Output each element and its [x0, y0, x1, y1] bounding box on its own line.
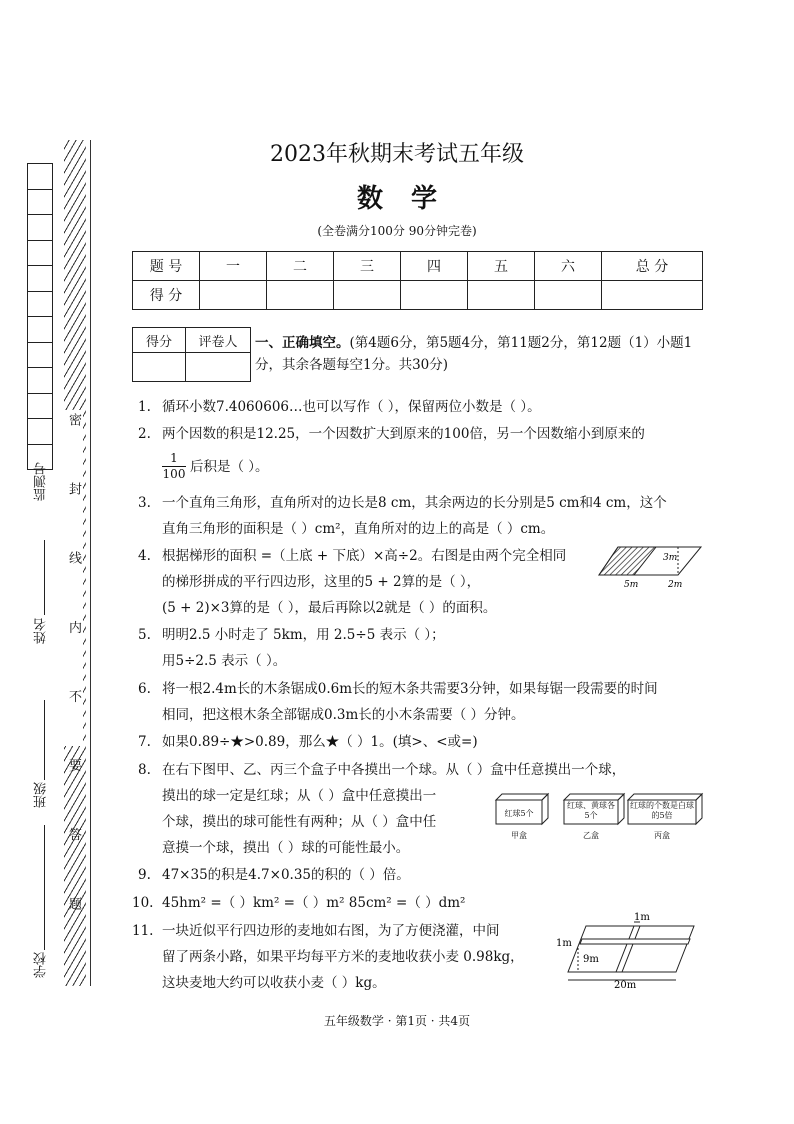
question-text: 明明2.5 小时走了 5km，用 2.5÷5 表示（ ）；: [162, 627, 445, 643]
box-c-label: 丙盒: [654, 831, 670, 840]
score-cell[interactable]: [200, 281, 267, 310]
exam-title: 2023年秋期末考试五年级: [270, 142, 524, 167]
question-number: 1.: [138, 399, 151, 415]
question-text: 个球，摸出的球可能性有两种；从（ ）盒中任: [162, 814, 437, 830]
grader-cell[interactable]: [186, 353, 251, 382]
question-text: 45hm² =（ ）km² =（ ）m² 85cm² =（ ）dm²: [162, 895, 466, 911]
section-desc: (第4题6分，第5题4分，第11题2分，第12题（1）小题1分，其余各题每空1分。共30分): [255, 335, 693, 373]
label-class: 班级: [34, 782, 49, 808]
question-text: 将一根2.4m长的木条锯成0.6m长的短木条共需要3分钟，如果每锯一段需要的时间: [162, 681, 658, 697]
score-table: [132, 251, 703, 310]
fraction-numerator: 1: [162, 451, 186, 467]
fraction: [162, 451, 186, 482]
box-a-label: 甲盒: [511, 831, 527, 840]
fraction-denominator: 100: [162, 467, 186, 481]
score-cell[interactable]: [535, 281, 602, 310]
path-width-left: 1m: [556, 938, 572, 949]
question-number: 4.: [138, 548, 151, 564]
question-number: 9.: [138, 867, 151, 883]
parallelogram-figure: [596, 543, 706, 591]
score-header: 六: [535, 252, 602, 281]
score-cell[interactable]: [334, 281, 401, 310]
grader-score-cell[interactable]: [133, 353, 186, 382]
question-text: 直角三角形的面积是（ ）cm²，直角所对的边上的高是（ ）cm。: [162, 521, 555, 537]
grader-score-label: 得分: [133, 328, 186, 353]
exam-note: (全卷满分100分 90分钟完卷): [317, 224, 477, 238]
seal-line-notice: 密 封 线 内 不 要 答 题: [64, 410, 83, 746]
field-figure: [556, 910, 701, 990]
name-line[interactable]: [44, 540, 45, 615]
question-text: 两个因数的积是12.25，一个因数扩大到原来的100倍，另一个因数缩小到原来的: [162, 426, 645, 442]
section-title: 一、正确填空。: [255, 335, 350, 351]
box-b-content: 红球、黄球各5个: [567, 801, 615, 820]
score-header: 一: [200, 252, 267, 281]
question-text: 一块近似平行四边形的麦地如右图，为了方便浇灌，中间: [162, 923, 500, 939]
page-footer: 五年级数学 · 第1页 · 共4页: [323, 1014, 471, 1028]
grader-table: [132, 327, 251, 382]
question-text: (5 + 2)×3算的是（ ），最后再除以2就是（ ）的面积。: [162, 600, 497, 616]
question-number: 2.: [138, 426, 151, 442]
field-width: 20m: [614, 980, 637, 990]
class-line[interactable]: [44, 700, 45, 780]
score-cell[interactable]: [602, 281, 703, 310]
box-a-content: 红球5个: [504, 809, 534, 818]
question-text: 用5÷2.5 表示（ ）。: [162, 653, 287, 669]
score-header: 五: [468, 252, 535, 281]
question-number: 7.: [138, 734, 151, 750]
score-header: 四: [401, 252, 468, 281]
score-cell[interactable]: [468, 281, 535, 310]
score-header: 题 号: [133, 252, 200, 281]
label-monitor-number: 监测号: [34, 462, 49, 501]
score-cell[interactable]: [267, 281, 334, 310]
question-text: 摸出的球一定是红球；从（ ）盒中任意摸出一: [162, 788, 437, 804]
score-cell[interactable]: [401, 281, 468, 310]
question-number: 5.: [138, 627, 151, 643]
height-label: 3m: [663, 553, 678, 563]
boxes-figure: [494, 790, 709, 842]
question-text: 的梯形拼成的平行四边形，这里的5 + 2算的是（ ），: [162, 574, 481, 590]
question-text: 后积是（ ）。: [190, 459, 269, 475]
base-a-label: 5m: [624, 580, 639, 590]
question-text: 根据梯形的面积 =（上底 + 下底）×高÷2。右图是由两个完全相同: [162, 548, 567, 564]
label-school: 学校: [34, 952, 49, 978]
question-text: 在右下图甲、乙、丙三个盒子中各摸出一个球。从（ ）盒中任意摸出一个球，: [162, 762, 626, 778]
question-number: 3.: [138, 495, 151, 511]
score-row-label: 得 分: [133, 281, 200, 310]
seal-line: [90, 140, 91, 986]
box-c-content: 红球的个数是白球的5倍: [630, 801, 694, 820]
question-text: 留了两条小路，如果平均每平方米的麦地收获小麦 0.98kg，: [162, 949, 524, 965]
path-width-top: 1m: [634, 912, 650, 923]
question-number: 6.: [138, 681, 151, 697]
question-text: 意摸一个球，摸出（ ）球的可能性最小。: [162, 840, 410, 856]
box-b-label: 乙盒: [583, 831, 599, 840]
base-b-label: 2m: [668, 580, 683, 590]
question-text: 一个直角三角形，直角所对的边长是8 cm，其余两边的长分别是5 cm和4 cm，这个: [162, 495, 667, 511]
field-height: 9m: [583, 954, 599, 965]
question-text: 47×35的积是4.7×0.35的积的（ ）倍。: [162, 867, 410, 883]
question-text: 这块麦地大约可以收获小麦（ ）kg。: [162, 975, 386, 991]
school-line[interactable]: [44, 825, 45, 950]
score-header: 三: [334, 252, 401, 281]
label-name: 姓名: [34, 618, 49, 644]
question-text: 循环小数7.4060606…也可以写作（ ），保留两位小数是（ ）。: [162, 399, 541, 415]
question-text: 如果0.89÷★>0.89，那么★（ ）1。(填>、<或=): [162, 734, 478, 750]
subject-title: 数学: [356, 184, 465, 214]
question-number: 11.: [132, 923, 154, 939]
grader-label: 评卷人: [186, 328, 251, 353]
score-header: 二: [267, 252, 334, 281]
score-header: 总 分: [602, 252, 703, 281]
section-heading: [255, 332, 705, 376]
question-text: 相同，把这根木条全部锯成0.3m长的小木条需要（ ）分钟。: [162, 707, 525, 723]
question-number: 8.: [138, 762, 151, 778]
question-2[interactable]: [138, 421, 703, 491]
question-number: 10.: [132, 895, 154, 911]
